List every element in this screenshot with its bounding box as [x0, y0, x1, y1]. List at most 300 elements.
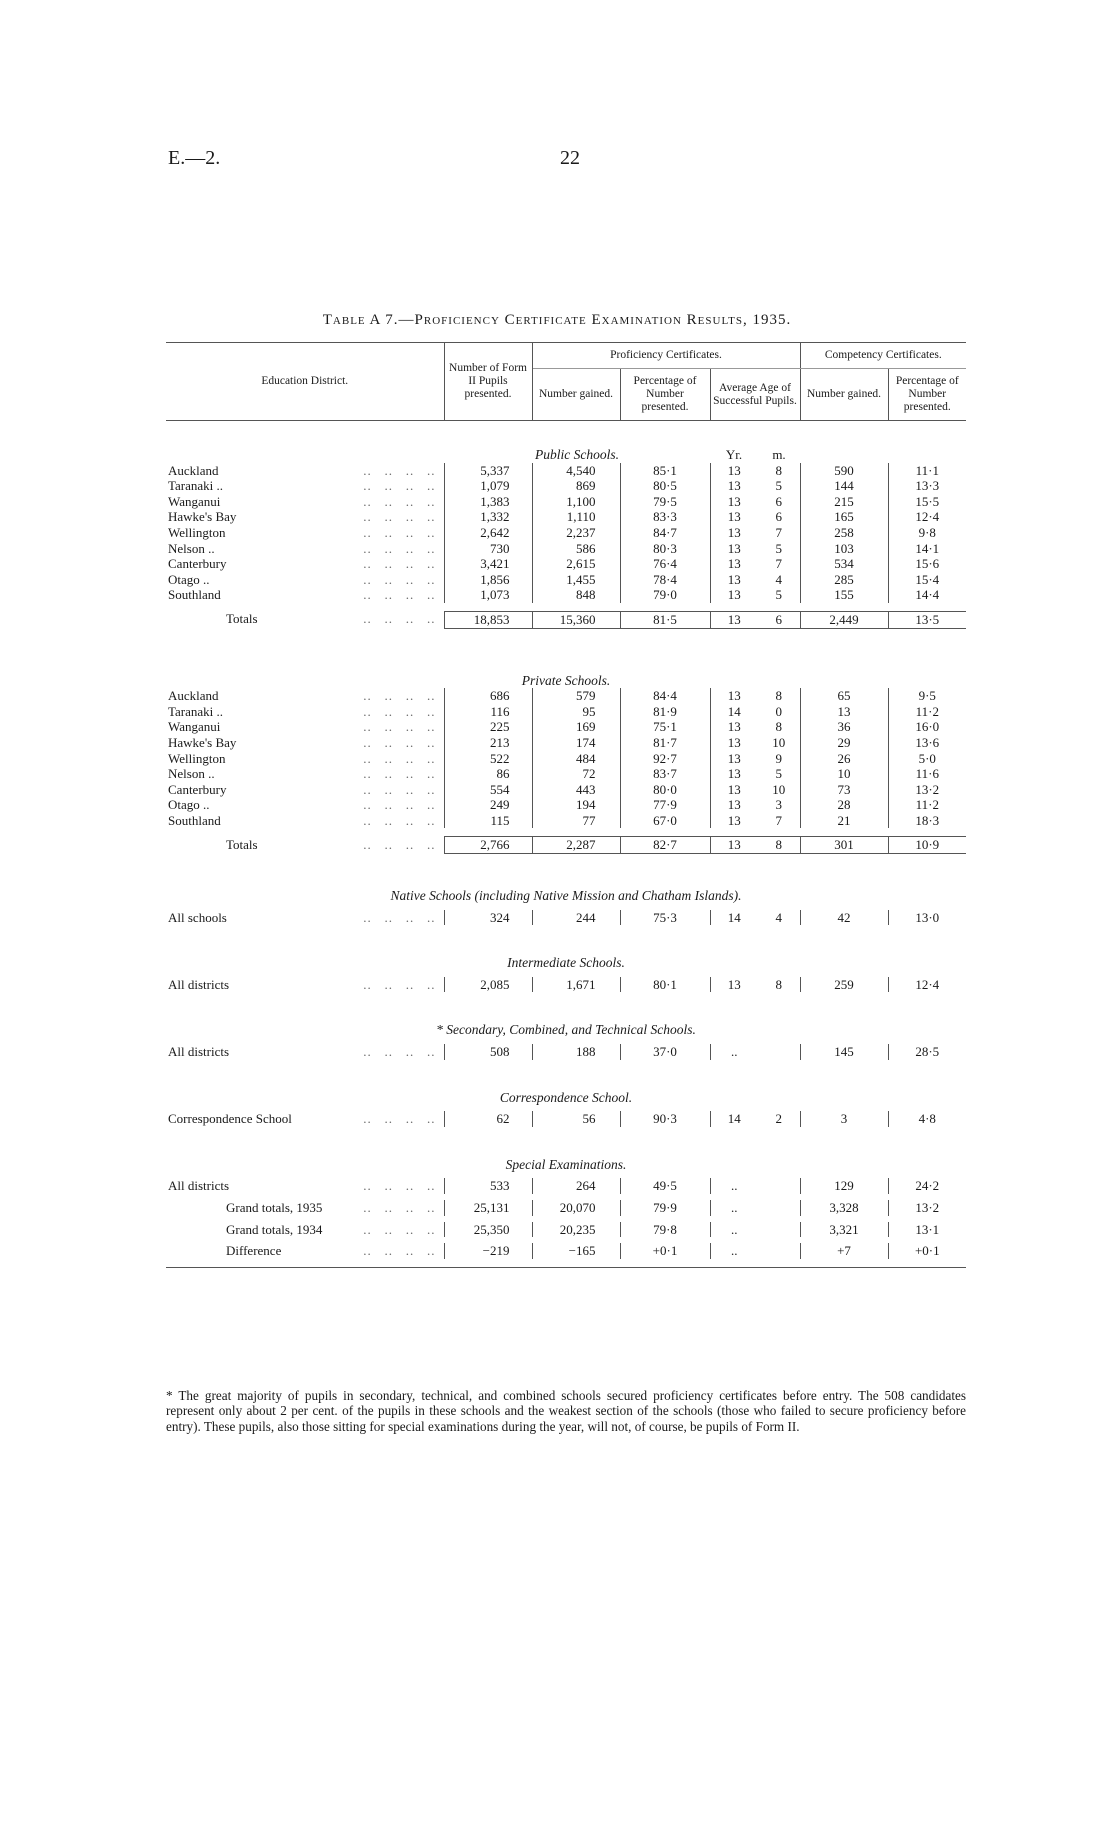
prof-gained-cell: 484: [532, 751, 620, 767]
spacer-cell: [166, 828, 966, 837]
comp-gained-cell: 73: [800, 782, 888, 798]
age-m-cell: 5: [758, 478, 800, 494]
leader-dots: .. .. .. ..: [363, 1221, 436, 1237]
district-label: Southland: [168, 812, 221, 828]
table-bottom-rule: [166, 1267, 966, 1268]
header-proficiency-group: Proficiency Certificates.: [532, 343, 800, 369]
comp-gained-cell: 534: [800, 556, 888, 572]
district-label: Auckland: [168, 688, 219, 704]
district-cell: [166, 977, 444, 993]
comp-pct-cell: 11·1: [915, 462, 939, 478]
leader-dots: .. .. .. ..: [363, 1111, 436, 1127]
district-cell: [166, 556, 444, 572]
spacer-row: [166, 1060, 966, 1086]
presented-cell: 1,332: [444, 509, 532, 525]
comp-pct-cell: 15·6: [915, 556, 940, 572]
age-yr-cell: ..: [731, 1178, 738, 1194]
prof-pct-cell: 79·9: [620, 1200, 710, 1216]
spacer-cell: [166, 992, 966, 1018]
age-m-cell: 7: [758, 556, 800, 572]
age-m-cell: 6: [758, 611, 800, 628]
age-yr-cell: 13: [727, 781, 741, 797]
presented-cell: 3,421: [444, 556, 532, 572]
spacer-cell: [166, 854, 966, 885]
presented-cell: 1,079: [444, 478, 532, 494]
prof-pct-cell: 92·7: [620, 751, 710, 767]
spacer-row: [166, 421, 966, 444]
district-label: Taranaki ..: [168, 703, 224, 719]
spacer-cell: [166, 1127, 966, 1153]
table-row: [166, 541, 966, 557]
district-label: Wanganui: [168, 493, 221, 509]
presented-cell: 1,383: [444, 494, 532, 510]
prof-pct-cell: 83·7: [620, 766, 710, 782]
district-cell: [166, 572, 444, 588]
prof-gained-cell: 72: [532, 766, 620, 782]
district-cell: [166, 478, 444, 494]
table-row: [166, 813, 966, 829]
prof-gained-cell: 20,070: [532, 1200, 620, 1216]
spacer-cell: [166, 603, 966, 612]
prof-pct-cell: 78·4: [620, 572, 710, 588]
district-cell: [166, 910, 444, 926]
age-yr-cell: 13: [727, 688, 741, 704]
leader-dots: .. .. .. ..: [363, 976, 436, 992]
comp-pct-cell: 16·0: [915, 719, 940, 735]
header-prof-gained: Number gained.: [532, 369, 620, 421]
district-label: Hawke's Bay: [168, 509, 237, 525]
table-row: [166, 797, 966, 813]
presented-cell: 25,350: [444, 1222, 532, 1238]
comp-gained-cell: 26: [800, 751, 888, 767]
totals-row: [166, 611, 966, 628]
spacer-row: [166, 603, 966, 612]
age-yr-cell: 14: [727, 1111, 741, 1127]
special-row: [166, 1178, 966, 1194]
prof-gained-cell: 443: [532, 782, 620, 798]
prof-gained-cell: 869: [532, 478, 620, 494]
prof-pct-cell: 80·1: [620, 977, 710, 993]
comp-gained-cell: 36: [800, 719, 888, 735]
district-label: All districts: [168, 1178, 230, 1194]
header-prof-age: Average Age of Successful Pupils.: [710, 369, 800, 421]
prof-gained-cell: 2,287: [532, 837, 620, 854]
header-presented: Number of Form II Pupils presented.: [444, 343, 532, 421]
spacer-cell: [166, 925, 966, 951]
prof-gained-cell: 1,110: [532, 509, 620, 525]
presented-cell: 86: [444, 766, 532, 782]
age-yr-cell: 13: [727, 540, 741, 556]
district-label: Grand totals, 1934: [226, 1221, 323, 1237]
age-yr-cell: 13: [710, 611, 758, 628]
spacer-row: [166, 1127, 966, 1153]
spacer-row: [166, 992, 966, 1018]
section-heading: Correspondence School.: [499, 1089, 633, 1105]
prof-pct-cell: 84·7: [620, 525, 710, 541]
district-cell: [166, 1044, 444, 1060]
district-label: Grand totals, 1935: [226, 1200, 323, 1215]
results-table: [166, 342, 966, 1268]
presented-cell: 2,766: [444, 837, 532, 854]
leader-dots: .. .. .. ..: [363, 587, 436, 603]
prof-gained-cell: −165: [532, 1243, 620, 1259]
presented-cell: 5,337: [444, 463, 532, 479]
comp-gained-cell: 259: [800, 977, 888, 993]
comp-gained-cell: 42: [800, 910, 888, 926]
table-row: [166, 478, 966, 494]
age-yr-cell: 13: [727, 556, 741, 572]
district-cell: [166, 797, 444, 813]
district-cell: [166, 735, 444, 751]
comp-pct-cell: 4·8: [918, 1111, 936, 1127]
prof-pct-cell: 67·0: [620, 813, 710, 829]
section-heading: * Secondary, Combined, and Technical Schools.: [436, 1022, 696, 1038]
leader-dots: .. .. .. ..: [363, 540, 436, 556]
intermediate-row: [166, 977, 966, 993]
age-m-cell: 5: [758, 541, 800, 557]
comp-pct-cell: 28·5: [915, 1044, 940, 1060]
age-m-cell: 10: [758, 735, 800, 751]
rule-cell: [166, 1267, 966, 1268]
prof-pct-cell: 79·5: [620, 494, 710, 510]
blank-cell: [166, 443, 444, 463]
presented-cell: 1,073: [444, 587, 532, 603]
district-label: Canterbury: [168, 781, 227, 797]
table-row: [166, 587, 966, 603]
age-m-cell: [758, 1243, 800, 1259]
leader-dots: .. .. .. ..: [363, 1044, 436, 1060]
age-yr-cell: 13: [727, 478, 741, 494]
prof-pct-cell: 83·3: [620, 509, 710, 525]
footnote: * The great majority of pupils in secondary, technical, and combined schools secured proficiency certificates before entry. The 508 candidates represent only about 2 per cent. of the pupils in these schools and the weakest section of the schools (those who failed to secure proficiency before entry). These pupils, also those sitting for special examinations during the year, will not, of course, be pupils of Form II.: [166, 1388, 966, 1434]
district-label: Otago ..: [168, 797, 210, 813]
spacer-row: [166, 1259, 966, 1268]
leader-dots: .. .. .. ..: [363, 812, 436, 828]
comp-gained-cell: 3,328: [800, 1200, 888, 1216]
comp-gained-cell: 21: [800, 813, 888, 829]
presented-cell: 730: [444, 541, 532, 557]
table-row: [166, 751, 966, 767]
age-m-cell: 6: [758, 494, 800, 510]
comp-gained-cell: 129: [800, 1178, 888, 1194]
correspondence-row: [166, 1111, 966, 1127]
district-label: Canterbury: [168, 556, 227, 572]
comp-gained-cell: 2,449: [800, 611, 888, 628]
district-cell: [166, 525, 444, 541]
table-row: [166, 735, 966, 751]
district-cell: [166, 509, 444, 525]
prof-gained-cell: 194: [532, 797, 620, 813]
comp-pct-cell: 13·3: [915, 478, 940, 494]
native-row: [166, 910, 966, 926]
leader-dots: .. .. .. ..: [363, 766, 436, 782]
age-yr-cell: 13: [727, 509, 741, 525]
prof-gained-cell: 4,540: [532, 463, 620, 479]
table-body: [166, 343, 966, 1268]
age-m-cell: 6: [758, 509, 800, 525]
district-cell: [166, 1243, 444, 1259]
comp-gained-cell: 155: [800, 587, 888, 603]
leader-dots: .. .. .. ..: [363, 611, 436, 627]
prof-gained-cell: 586: [532, 541, 620, 557]
presented-cell: 1,856: [444, 572, 532, 588]
presented-cell: −219: [444, 1243, 532, 1259]
age-yr-cell: 13: [727, 493, 741, 509]
age-m-cell: 8: [758, 463, 800, 479]
section-heading: Native Schools (including Native Mission and Chatham Islands).: [390, 888, 742, 904]
age-m-cell: 0: [758, 704, 800, 720]
comp-gained-cell: 165: [800, 509, 888, 525]
prof-gained-cell: 1,455: [532, 572, 620, 588]
district-label: Totals: [226, 836, 258, 852]
table-row: [166, 766, 966, 782]
district-cell: [166, 541, 444, 557]
leader-dots: .. .. .. ..: [363, 571, 436, 587]
district-cell: [166, 766, 444, 782]
prof-gained-cell: 20,235: [532, 1222, 620, 1238]
comp-gained-cell: +7: [800, 1243, 888, 1259]
leader-dots: .. .. .. ..: [363, 478, 436, 494]
district-label: Taranaki ..: [168, 478, 224, 494]
comp-pct-cell: 5·0: [918, 750, 936, 766]
age-yr-cell: 13: [727, 571, 741, 587]
district-label: All schools: [168, 909, 227, 925]
document-series: E.—2.: [168, 147, 221, 169]
age-m-cell: 9: [758, 751, 800, 767]
district-label: Difference: [226, 1243, 282, 1259]
prof-pct-cell: 81·5: [620, 611, 710, 628]
section-heading-row: [166, 1086, 966, 1106]
age-m-cell: [758, 1178, 800, 1194]
district-label: Wanganui: [168, 719, 221, 735]
comp-pct-cell: 13·2: [915, 781, 940, 797]
section-heading: Special Examinations.: [505, 1156, 627, 1172]
age-yr-cell: 13: [727, 797, 741, 813]
table-row: [166, 525, 966, 541]
prof-pct-cell: 84·4: [620, 688, 710, 704]
comp-gained-cell: 258: [800, 525, 888, 541]
comp-gained-cell: 10: [800, 766, 888, 782]
age-yr-cell: 13: [727, 719, 741, 735]
header-m: m.: [772, 447, 786, 462]
presented-cell: 2,642: [444, 525, 532, 541]
prof-gained-cell: 1,100: [532, 494, 620, 510]
prof-gained-cell: 95: [532, 704, 620, 720]
presented-cell: 522: [444, 751, 532, 767]
comp-gained-cell: 65: [800, 688, 888, 704]
age-yr-cell: 13: [727, 462, 741, 478]
prof-pct-cell: 77·9: [620, 797, 710, 813]
prof-gained-cell: 2,237: [532, 525, 620, 541]
prof-pct-cell: 80·3: [620, 541, 710, 557]
summary-row: [166, 1243, 966, 1259]
age-yr-cell: 13: [727, 976, 741, 992]
spacer-cell: [166, 628, 966, 669]
table-row: [166, 704, 966, 720]
totals-row: [166, 837, 966, 854]
presented-cell: 324: [444, 910, 532, 926]
district-label: Nelson ..: [168, 540, 215, 556]
prof-gained-cell: 188: [532, 1044, 620, 1060]
spacer-row: [166, 925, 966, 951]
comp-pct-cell: 24·2: [915, 1178, 940, 1194]
section-heading-row: [166, 884, 966, 904]
district-cell: [166, 837, 444, 854]
age-yr-cell: 13: [727, 734, 741, 750]
district-cell: [166, 688, 444, 704]
section-heading-row: [166, 1018, 966, 1038]
prof-pct-cell: 75·3: [620, 910, 710, 926]
prof-gained-cell: 56: [532, 1111, 620, 1127]
table-row: [166, 509, 966, 525]
header-prof-pct: Percentage of Number presented.: [620, 369, 710, 421]
presented-cell: 225: [444, 719, 532, 735]
age-yr-cell: 13: [727, 812, 741, 828]
age-m-cell: 5: [758, 587, 800, 603]
section-heading: Public Schools.: [535, 447, 619, 462]
prof-gained-cell: 264: [532, 1178, 620, 1194]
leader-dots: .. .. .. ..: [363, 750, 436, 766]
leader-dots: .. .. .. ..: [363, 909, 436, 925]
presented-cell: 2,085: [444, 977, 532, 993]
district-cell: [166, 813, 444, 829]
prof-pct-cell: 49·5: [620, 1178, 710, 1194]
district-cell: [166, 494, 444, 510]
age-yr-cell: 13: [727, 750, 741, 766]
prof-gained-cell: 1,671: [532, 977, 620, 993]
district-label: Hawke's Bay: [168, 734, 237, 750]
comp-gained-cell: 3: [800, 1111, 888, 1127]
comp-pct-cell: 12·4: [915, 976, 940, 992]
district-cell: [166, 751, 444, 767]
spacer-cell: [166, 1060, 966, 1086]
prof-pct-cell: 81·9: [620, 704, 710, 720]
comp-pct-cell: 13·2: [915, 1200, 940, 1215]
age-yr-cell: ..: [731, 1200, 738, 1215]
district-cell: [166, 1178, 444, 1194]
age-m-cell: [758, 1044, 800, 1060]
prof-gained-cell: 2,615: [532, 556, 620, 572]
age-yr-cell: 14: [727, 703, 741, 719]
leader-dots: .. .. .. ..: [363, 781, 436, 797]
spacer-row: [166, 628, 966, 669]
blank-cell: [888, 443, 966, 463]
comp-pct-cell: 14·1: [915, 540, 940, 556]
spacer-cell: [166, 421, 966, 444]
section-heading: Intermediate Schools.: [507, 955, 625, 971]
summary-row: [166, 1200, 966, 1216]
age-m-cell: 8: [758, 719, 800, 735]
age-yr-cell: 13: [727, 766, 741, 782]
comp-gained-cell: 103: [800, 541, 888, 557]
age-yr-cell: 13: [727, 587, 741, 603]
district-cell: [166, 719, 444, 735]
presented-cell: 25,131: [444, 1200, 532, 1216]
district-cell: [166, 611, 444, 628]
comp-gained-cell: 13: [800, 704, 888, 720]
age-m-cell: 7: [758, 525, 800, 541]
leader-dots: .. .. .. ..: [363, 493, 436, 509]
presented-cell: 508: [444, 1044, 532, 1060]
prof-gained-cell: 174: [532, 735, 620, 751]
district-cell: [166, 587, 444, 603]
age-yr-cell: 13: [710, 837, 758, 854]
district-label: Wellington: [168, 524, 226, 540]
header-yr: Yr.: [725, 447, 743, 462]
header-comp-pct: Percentage of Number presented.: [895, 375, 959, 413]
prof-gained-cell: 169: [532, 719, 620, 735]
prof-gained-cell: 848: [532, 587, 620, 603]
prof-gained-cell: 77: [532, 813, 620, 829]
leader-dots: .. .. .. ..: [363, 556, 436, 572]
age-yr-cell: ..: [731, 1044, 738, 1060]
district-label: Correspondence School: [168, 1111, 292, 1127]
spacer-row: [166, 854, 966, 885]
table-row: [166, 463, 966, 479]
prof-pct-cell: 80·5: [620, 478, 710, 494]
comp-pct-cell: 12·4: [915, 509, 940, 525]
table-title: Table A 7.—Proficiency Certificate Examination Results, 1935.: [322, 312, 792, 328]
header-competency-group: Competency Certificates.: [800, 343, 966, 369]
section-heading-row: [166, 443, 966, 463]
summary-row: [166, 1222, 966, 1238]
age-m-cell: 5: [758, 766, 800, 782]
leader-dots: .. .. .. ..: [363, 1200, 436, 1215]
district-label: Wellington: [168, 750, 226, 766]
header-district: Education District.: [166, 343, 444, 421]
header-comp-gained: Number gained.: [800, 369, 888, 421]
age-yr-cell: ..: [731, 1243, 738, 1259]
section-heading: Private Schools.: [521, 672, 611, 688]
district-label: Southland: [168, 587, 221, 603]
district-cell: [166, 1222, 444, 1238]
comp-pct-cell: 11·2: [915, 797, 939, 813]
leader-dots: .. .. .. ..: [363, 703, 436, 719]
comp-pct-cell: 13·0: [915, 909, 940, 925]
age-m-cell: 2: [758, 1111, 800, 1127]
district-label: Auckland: [168, 462, 219, 478]
prof-gained-cell: 579: [532, 688, 620, 704]
section-heading-row: [166, 1153, 966, 1173]
presented-cell: 18,853: [444, 611, 532, 628]
table-row: [166, 719, 966, 735]
prof-pct-cell: 90·3: [620, 1111, 710, 1127]
district-label: All districts: [168, 976, 230, 992]
prof-pct-cell: 79·0: [620, 587, 710, 603]
section-heading-row: [166, 951, 966, 971]
comp-pct-cell: 10·9: [888, 837, 966, 854]
age-yr-cell: 14: [727, 909, 741, 925]
prof-gained-cell: 15,360: [532, 611, 620, 628]
comp-gained-cell: 144: [800, 478, 888, 494]
leader-dots: .. .. .. ..: [363, 734, 436, 750]
comp-gained-cell: 145: [800, 1044, 888, 1060]
comp-pct-cell: 9·5: [918, 688, 936, 704]
comp-gained-cell: 29: [800, 735, 888, 751]
age-yr-cell: ..: [731, 1221, 738, 1237]
secondary-row: [166, 1044, 966, 1060]
leader-dots: .. .. .. ..: [363, 462, 436, 478]
page-number: 22: [560, 147, 580, 169]
age-yr-cell: 13: [727, 524, 741, 540]
district-cell: [166, 463, 444, 479]
table-row: [166, 494, 966, 510]
table-row: [166, 556, 966, 572]
prof-pct-cell: +0·1: [620, 1243, 710, 1259]
comp-gained-cell: 285: [800, 572, 888, 588]
age-m-cell: [758, 1222, 800, 1238]
leader-dots: .. .. .. ..: [363, 836, 436, 852]
